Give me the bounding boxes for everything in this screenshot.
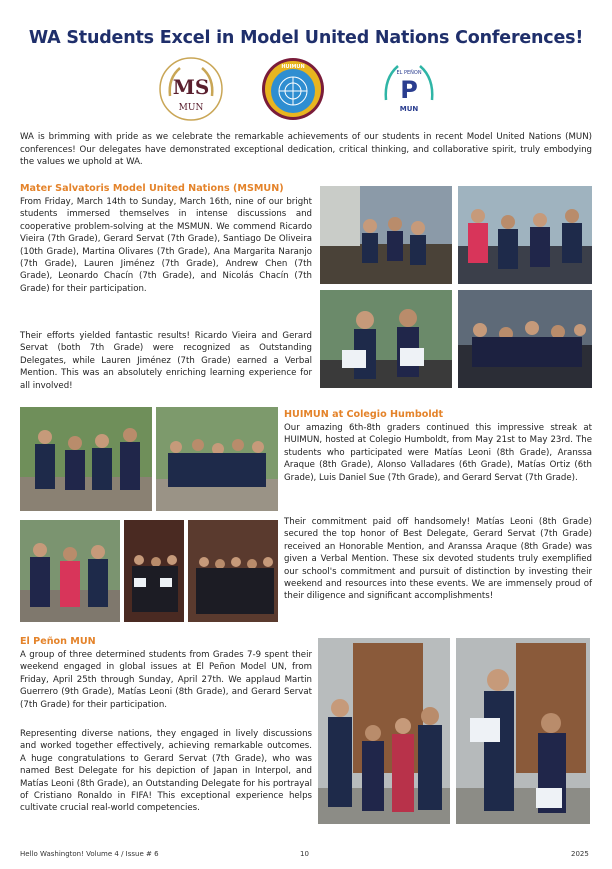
msmun-heading: Mater Salvatoris Model United Nations (MSMUN) (20, 183, 284, 194)
huimun-logo-text: HUIMUN (281, 64, 305, 70)
photo-elpenon-group-sculpture (318, 638, 450, 824)
photo-huimun-winners (20, 520, 120, 622)
photo-elpenon-winners (456, 638, 590, 824)
photo-msmun-award-certificates (320, 290, 452, 388)
footer-publication: Hello Washington! Volume 4 / Issue # 6 (20, 850, 159, 858)
elpenon-logo-top: EL PEÑON (396, 70, 422, 76)
elpenon-heading: El Peñon MUN (20, 636, 96, 647)
huimun-paragraph-1: Our amazing 6th-8th graders continued this impressive streak at HUIMUN, hosted at Colegio Humboldt, from May 21st to May 23rd. The students who participated were Matías Leoni (8th Grade), Aranssa Araque (8th Grade), Alonso Valladares (6th Grade), Matías Ortiz (6th Grade), Luis Daniel Sue (7th Grade), and Gerard Servat (7th Grade). (284, 423, 592, 483)
photo-huimun-group-outdoor (156, 407, 278, 511)
elpenon-paragraph-2: Representing diverse nations, they engaged in lively discussions and worked together effectively, achieving remarkable outcomes. A huge congratulations to Gerard Servat (7th Grade), who was named Best Delegate for his depiction of Japan in Interpol, and Matías Leoni (8th Grade), an Outstanding Delegate for his portrayal of Cristiano Ronaldo in FIFA! This exceptional experience helps cultivate crucial real-world competencies. (20, 729, 312, 814)
page-title: WA Students Excel in Model United Nations Conferences! (28, 28, 584, 48)
msmun-logo-text: MUN (178, 103, 204, 113)
huimun-heading: HUIMUN at Colegio Humboldt (284, 409, 444, 420)
elpenon-logo-text: MUN (399, 105, 419, 113)
photo-huimun-stage (124, 520, 184, 622)
msmun-logo (158, 56, 224, 122)
elpenon-logo (376, 56, 442, 122)
photo-huimun-students-garden (20, 407, 152, 511)
huimun-paragraph-2: Their commitment paid off handsomely! Matías Leoni (8th Grade) secured the top honor of Best Delegate, Gerard Servat (7th Grade) received an Honorable Mention, and Aranssa Araque (8th Grade) was given a Verbal Mention. These six devoted students truly exemplified our school's commitment and pursuit of distinction by investing their weekend and resources into these events. We are immensely proud of their diligence and significant accomplishments! (284, 517, 592, 602)
photo-msmun-students-flags (458, 186, 592, 284)
elpenon-logo-letter: P (400, 76, 418, 104)
msmun-paragraph-2: Their efforts yielded fantastic results! Ricardo Vieira and Gerard Servat (both 7th Grade) were recognized as Outstanding Delegates, while Lauren Jiménez (7th Grade) earned a Verbal Mention. This was an absolutely enriching learning experience for all involved! (20, 331, 312, 391)
footer-page-number: 10 (300, 850, 309, 858)
photo-msmun-auditorium (458, 290, 592, 388)
photo-msmun-group-table (320, 186, 452, 284)
huimun-logo (260, 56, 326, 122)
photo-huimun-ceremony (188, 520, 278, 622)
msmun-paragraph-1: From Friday, March 14th to Sunday, March 16th, nine of our bright students immersed themselves in intense discussions and cooperative problem-solving at the MSMUN. We commend Ricardo Vieira (7th Grade), Gerard Servat (7th Grade), Santiago De Oliveira (10th Grade), Martina Olivares (7th Grade), Ana Margarita Naranjo (7th Grade), Lauren Jiménez (7th Grade), Andrew Chen (7th Grade), Leonardo Chacín (7th Grade), and Nicolás Chacín (7th Grade) for their participation. (20, 197, 312, 294)
intro-paragraph: WA is brimming with pride as we celebrate the remarkable achievements of our students in recent Model United Nations (MUN) conferences! Our delegates have demonstrated exceptional dedication, critical thinking, and collaborative spirit, truly embodying the values we uphold at WA. (20, 132, 592, 167)
msmun-logo-initials: MS (172, 75, 210, 99)
footer-year: 2025 (571, 850, 589, 858)
elpenon-paragraph-1: A group of three determined students from Grades 7-9 spent their weekend engaged in global issues at El Peñon Model UN, from Friday, April 25th through Sunday, April 27th. We applaud Martin Guerrero (9th Grade), Matías Leoni (8th Grade), and Gerard Servat (7th Grade) for their participation. (20, 650, 312, 710)
